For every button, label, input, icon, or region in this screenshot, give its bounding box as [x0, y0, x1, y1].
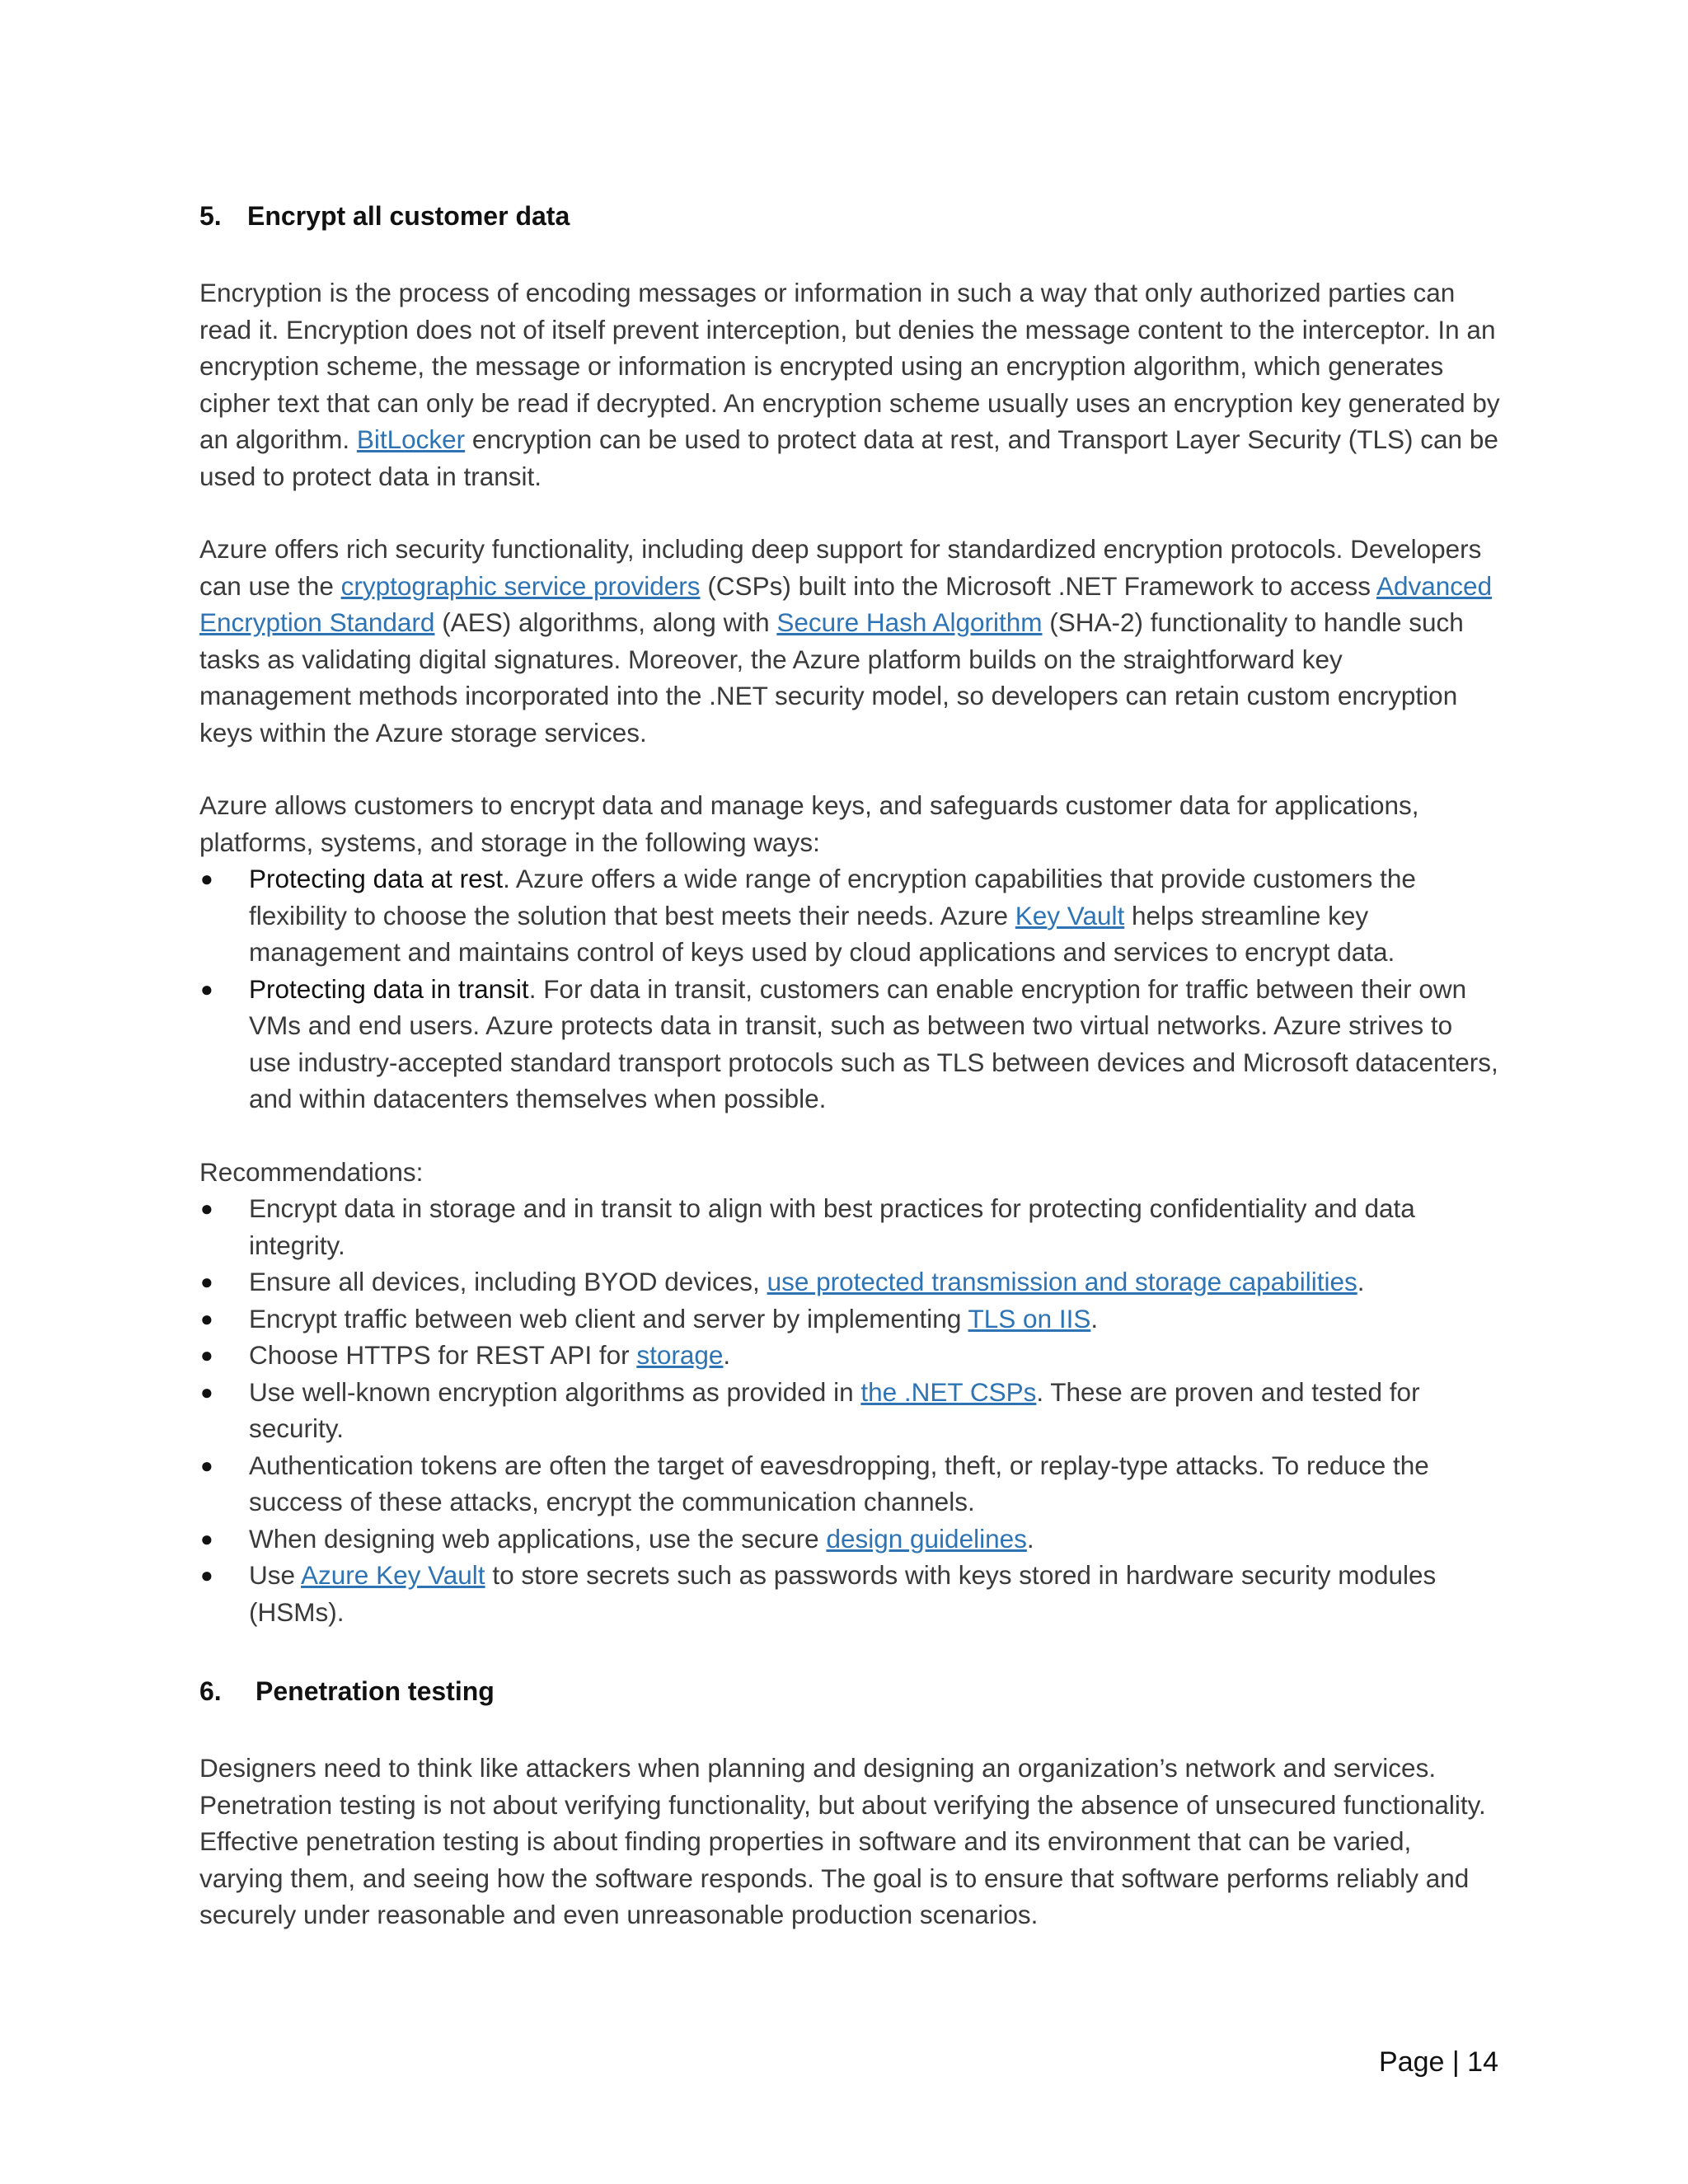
bullet-icon: ●	[200, 1196, 213, 1221]
azure-security-paragraph: Azure offers rich security functionality, including deep support for standardized encryption protocols. Developers can use the cryptographic service providers (CSPs) built into the Microsoft .NET Framework to access Advanced Encryption Standard (AES) algorithms, along with Secure Hash Algorithm (SHA-2) functionality to handle such tasks as validating digital signatures. Moreover, the Azure platform builds on the straightforward key management methods incorporated into the .NET security model, so developers can retain custom encryption keys within the Azure storage services.	[199, 534, 1493, 748]
customer-ways-intro: Azure allows customers to encrypt data and manage keys, and safeguards customer data for applications, platforms, systems, and storage in the following ways:	[199, 790, 1419, 857]
bullet-icon: ●	[200, 1563, 213, 1587]
section-6-title: Penetration testing	[256, 1676, 495, 1706]
bitlocker-link[interactable]: BitLocker	[356, 424, 466, 454]
aes-link[interactable]: Advanced Encryption Standard	[199, 570, 1493, 637]
list-item: ● Use well-known encryption algorithms as provided in the .NET CSPs. These are proven and tested for security.	[199, 1374, 1500, 1447]
bullet-icon: ●	[200, 976, 213, 1001]
design-guidelines-link[interactable]: design guidelines	[826, 1523, 1027, 1554]
bullet-icon: ●	[200, 1343, 213, 1367]
bullet-icon: ●	[200, 1452, 213, 1478]
penetration-testing-paragraph: Designers need to think like attackers when planning and designing an organization’s network and services. Penetration testing is not about verifying functionality, but about verifying the absence of unsecured functionality. Effective penetration testing is about finding properties in software and its environment that can be varied, varying them, and seeing how the software responds. The goal is to ensure that software performs reliably and securely under reasonable and even unreasonable production scenarios.	[199, 1753, 1486, 1929]
list-item: ● Protecting data at rest. Azure offers a wide range of encryption capabilities that provide customers the flexibility to choose the solution that best meets their needs. Azure Key Vault helps streamline key management and maintains control of keys used by cloud applications and services to encrypt data.	[199, 860, 1500, 971]
key-vault-link[interactable]: Key Vault	[1015, 900, 1125, 930]
encryption-intro-paragraph: Encryption is the process of encoding messages or information in such a way that only authorized parties can read it. Encryption does not of itself prevent interception, but denies the message content to the interceptor. In an encryption scheme, the message or information is encrypted using an encryption algorithm, which generates cipher text that can only be read if decrypted. An encryption scheme usually uses an encryption key generated by an algorithm. BitLocker encryption can be used to protect data at rest, and Transport Layer Security (TLS) can be used to protect data in transit.	[199, 278, 1500, 491]
page-number-footer: Page | 14	[1379, 2046, 1498, 2078]
protection-ways-list	[199, 860, 1500, 1118]
bullet-icon: ●	[200, 1305, 213, 1331]
protected-transmission-link[interactable]: use protected transmission and storage capabilities	[767, 1267, 1357, 1296]
bullet-icon: ●	[200, 866, 213, 891]
recommendations-list	[199, 1190, 1500, 1630]
tls-on-iis-link[interactable]: TLS on IIS	[968, 1303, 1091, 1333]
section-6-number: 6.	[199, 1676, 222, 1706]
list-item: ● Use Azure Key Vault to store secrets such as passwords with keys stored in hardware security modules (HSMs).	[199, 1557, 1500, 1630]
list-item: ● Ensure all devices, including BYOD devices, use protected transmission and storage capabilities.	[199, 1263, 1500, 1301]
section-5-number: 5.	[199, 201, 222, 231]
bullet-icon: ●	[200, 1379, 213, 1404]
section-6-heading	[199, 1673, 1500, 1709]
list-item: ● Authentication tokens are often the target of eavesdropping, theft, or replay-type attacks. To reduce the success of these attacks, encrypt the communication channels.	[199, 1447, 1500, 1521]
azure-key-vault-link[interactable]: Azure Key Vault	[301, 1560, 485, 1590]
list-item: ● Encrypt traffic between web client and server by implementing TLS on IIS.	[199, 1301, 1500, 1338]
csp-link[interactable]: cryptographic service providers	[340, 570, 701, 601]
bullet-icon: ●	[200, 1526, 213, 1551]
list-item: ● Encrypt data in storage and in transit to align with best practices for protecting confidentiality and data integrity.	[199, 1190, 1500, 1263]
bullet-icon: ●	[200, 1269, 213, 1294]
list-item: ● When designing web applications, use the secure design guidelines.	[199, 1521, 1500, 1558]
dotnet-csps-link[interactable]: the .NET CSPs	[860, 1376, 1037, 1407]
storage-link[interactable]: storage	[636, 1340, 724, 1370]
section-5-title: Encrypt all customer data	[247, 201, 570, 231]
term-data-at-rest: Protecting data at rest	[249, 864, 504, 893]
recommendations-label: Recommendations:	[199, 1156, 424, 1187]
term-data-in-transit: Protecting data in transit	[249, 973, 529, 1004]
page-content	[199, 198, 1500, 1933]
list-item: ● Protecting data in transit. For data in transit, customers can enable encryption for traffic between their own VMs and end users. Azure protects data in transit, such as between two virtual networks. Azure strives to use industry-accepted standard transport protocols such as TLS between devices and Microsoft datacenters, and within datacenters themselves when possible.	[199, 971, 1500, 1118]
sha-link[interactable]: Secure Hash Algorithm	[776, 607, 1043, 637]
section-5-heading	[199, 198, 1500, 234]
list-item: ● Choose HTTPS for REST API for storage.	[199, 1337, 1500, 1374]
